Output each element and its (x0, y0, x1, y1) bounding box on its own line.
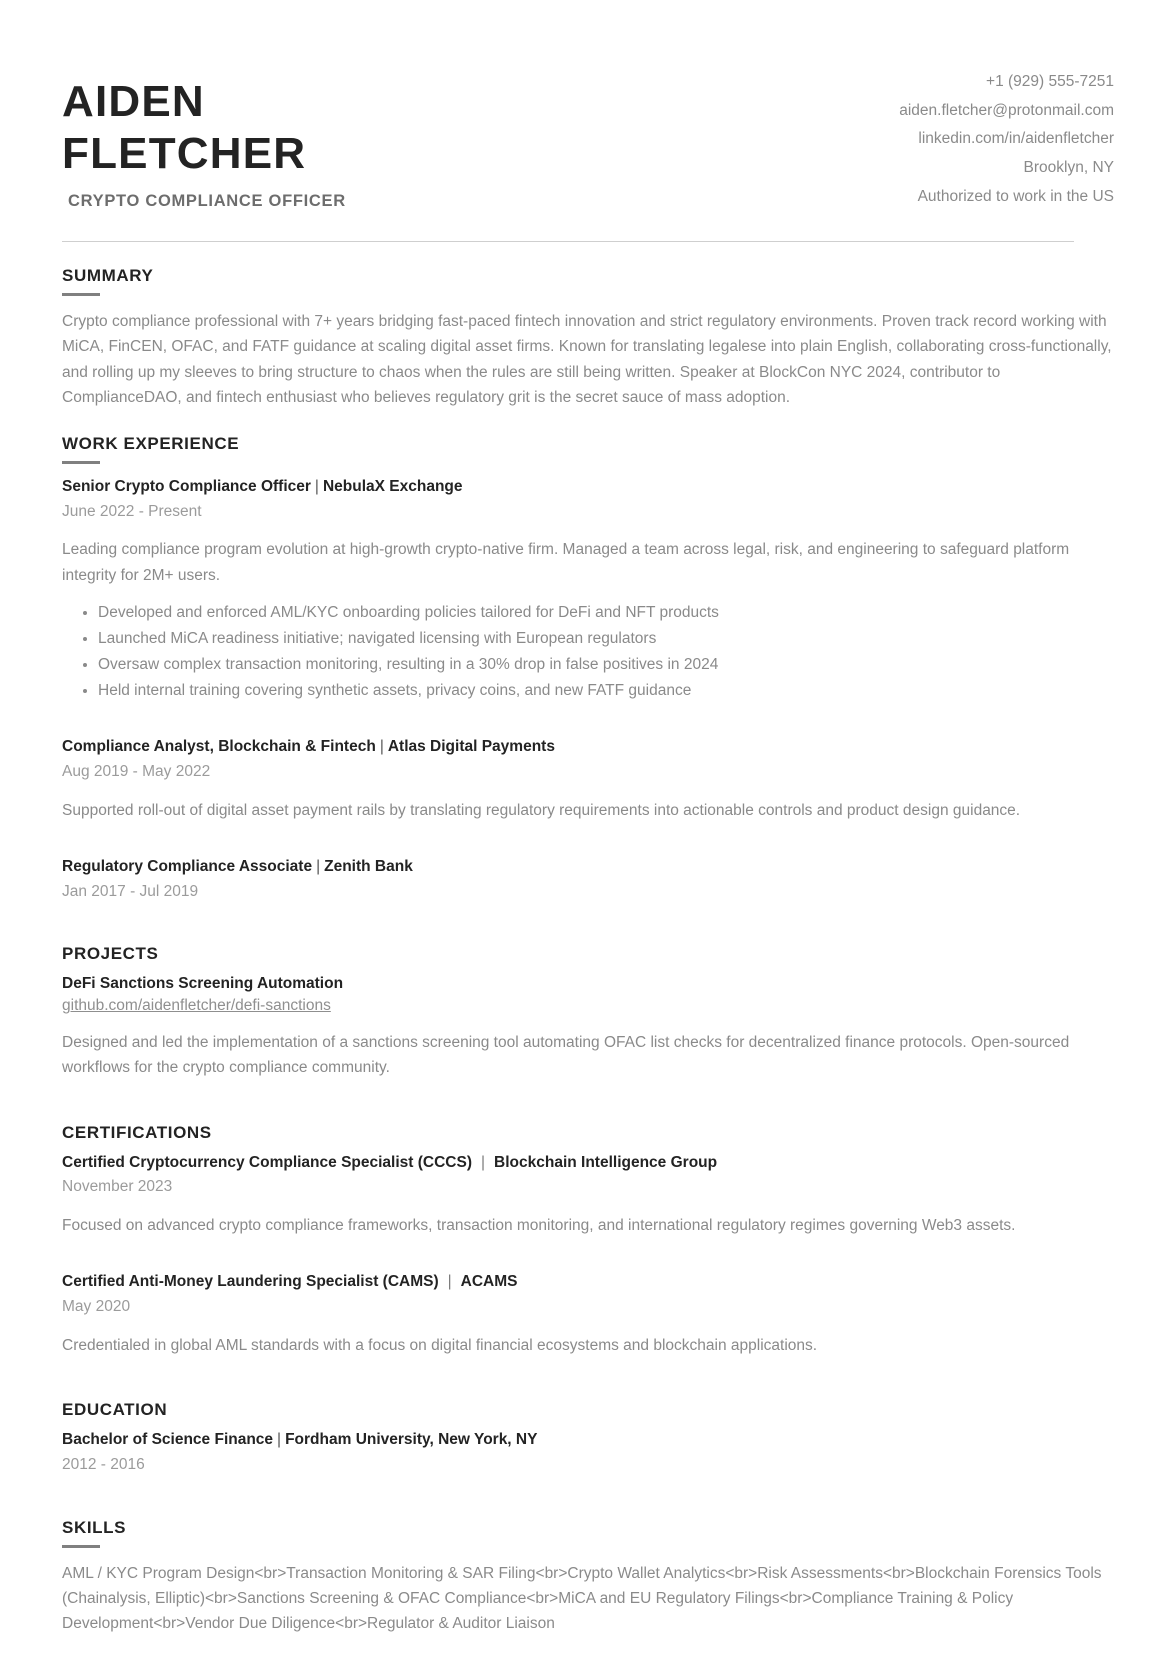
certification-title (62, 1153, 1114, 1174)
section-education (62, 1400, 1114, 1476)
certification-issuer: ACAMS (460, 1273, 518, 1291)
resume-header (62, 0, 1114, 211)
project-entry (62, 974, 1114, 1080)
certification-entry (62, 1272, 1114, 1358)
work-entry-title (62, 857, 1114, 878)
work-entry (62, 477, 1114, 703)
certification-name: Certified Anti-Money Laundering Specialist (CAMS) (62, 1273, 439, 1291)
name-line-1: AIDEN (62, 77, 205, 126)
work-experience-heading: WORK EXPERIENCE (62, 433, 240, 453)
certification-name: Certified Cryptocurrency Compliance Specialist (CCCS) (62, 1153, 472, 1171)
project-description: Designed and led the implementation of a sanctions screening tool automating OFAC list checks for decentralized finance protocols. Open-sourced workflows for the crypto compliance community. (62, 1034, 1070, 1077)
certification-date: May 2020 (62, 1298, 131, 1316)
header-divider (62, 241, 1074, 242)
work-entry-description: Supported roll-out of digital asset payment rails by translating regulatory requirements into actionable controls and product design guidance. (62, 801, 1021, 819)
work-entry-title (62, 477, 1114, 498)
work-entry-description: Leading compliance program evolution at high-growth crypto-native firm. Managed a team across legal, risk, and engineering to safeguard platform integrity for 2M+ users. (62, 541, 1070, 584)
list-item: • Oversaw complex transaction monitoring, resulting in a 30% drop in false positives in 2024 (98, 652, 1114, 677)
work-entry-separator: | (314, 477, 319, 495)
certification-separator: | (447, 1273, 452, 1291)
education-heading: EDUCATION (62, 1399, 168, 1419)
work-entry-bullets (62, 600, 1114, 703)
list-item: • Launched MiCA readiness initiative; navigated licensing with European regulators (98, 626, 1114, 651)
work-experience-accent-bar (62, 461, 100, 464)
candidate-job-title: CRYPTO COMPLIANCE OFFICER (68, 191, 346, 210)
work-entry-role: Senior Crypto Compliance Officer (62, 477, 311, 495)
skills-heading: SKILLS (62, 1517, 127, 1537)
work-entry-dates: Aug 2019 - May 2022 (62, 762, 211, 780)
section-summary (62, 266, 1114, 409)
work-entry-company: Atlas Digital Payments (387, 738, 555, 756)
name-line-2: FLETCHER (62, 128, 307, 178)
project-link[interactable]: github.com/aidenfletcher/defi-sanctions (62, 997, 331, 1015)
work-entry-separator: | (316, 857, 321, 875)
section-work-experience (62, 434, 1114, 903)
contact-block (899, 62, 1114, 211)
skills-accent-bar (62, 1545, 100, 1548)
education-entry (62, 1430, 1114, 1476)
skills-text: AML / KYC Program Design<br>Transaction Monitoring & SAR Filing<br>Crypto Wallet Analytics<br>Risk Assessments<br>Blockchain Forensics Tools (Chainalysis, Elliptic)<br>Sanctions Screening & OFAC Compliance<br>MiCA and EU Regulatory Filings<br>Compliance Training & Policy Development<br>Vendor Due Diligence<br>Regulator & Auditor Liaison (62, 1564, 1102, 1632)
work-entry-company: Zenith Bank (324, 857, 413, 875)
education-degree: Bachelor of Science Finance (62, 1430, 274, 1448)
contact-phone: +1 (929) 555-7251 (986, 73, 1114, 90)
contact-linkedin[interactable]: linkedin.com/in/aidenfletcher (918, 130, 1114, 148)
section-skills (62, 1518, 1114, 1636)
identity-block (62, 62, 346, 211)
list-item: • Held internal training covering synthetic assets, privacy coins, and new FATF guidance (98, 678, 1114, 703)
certification-description: Focused on advanced crypto compliance frameworks, transaction monitoring, and international regulatory regimes governing Web3 assets. (62, 1217, 1016, 1235)
contact-email: aiden.fletcher@protonmail.com (899, 101, 1114, 119)
section-certifications (62, 1123, 1114, 1358)
certification-entry (62, 1153, 1114, 1239)
contact-work-authorization: Authorized to work in the US (917, 187, 1114, 205)
certification-issuer: Blockchain Intelligence Group (494, 1153, 718, 1171)
work-entry-role: Regulatory Compliance Associate (62, 857, 313, 875)
certifications-heading: CERTIFICATIONS (62, 1122, 212, 1142)
education-separator: | (277, 1430, 282, 1448)
projects-heading: PROJECTS (62, 944, 159, 964)
section-projects (62, 944, 1114, 1080)
certification-date: November 2023 (62, 1178, 173, 1196)
summary-accent-bar (62, 293, 100, 296)
work-entry (62, 857, 1114, 903)
certification-description: Credentialed in global AML standards with a focus on digital financial ecosystems and blockchain applications. (62, 1336, 818, 1354)
work-entry-separator: | (379, 738, 384, 756)
list-item: • Developed and enforced AML/KYC onboarding policies tailored for DeFi and NFT products (98, 600, 1114, 625)
work-entry-role: Compliance Analyst, Blockchain & Fintech (62, 738, 376, 756)
project-title: DeFi Sanctions Screening Automation (62, 975, 344, 993)
education-dates: 2012 - 2016 (62, 1455, 145, 1473)
work-entry-title (62, 737, 1114, 758)
work-entry-company: NebulaX Exchange (322, 477, 463, 495)
work-entry (62, 737, 1114, 823)
certification-title (62, 1272, 1114, 1293)
certification-separator: | (481, 1153, 486, 1171)
education-school: Fordham University, New York, NY (285, 1430, 538, 1448)
education-title (62, 1430, 1114, 1451)
summary-heading: SUMMARY (62, 266, 154, 286)
contact-location: Brooklyn, NY (1023, 159, 1114, 177)
summary-text: Crypto compliance professional with 7+ years bridging fast-paced fintech innovation and strict regulatory environments. Proven track record working with MiCA, FinCEN, OFAC, and FATF guidance at scaling digital asset firms. Known for translating legalese into plain English, collaborating cross-functionally, and rolling up my sleeves to bring structure to chaos when the rules are still being written. Speaker at BlockCon NYC 2024, contributor to ComplianceDAO, and fintech enthusiast who believes regulatory grit is the secret sauce of mass adoption. (62, 313, 1112, 406)
candidate-name (62, 76, 346, 180)
work-entry-dates: Jan 2017 - Jul 2019 (62, 882, 199, 900)
work-entry-dates: June 2022 - Present (62, 502, 202, 520)
